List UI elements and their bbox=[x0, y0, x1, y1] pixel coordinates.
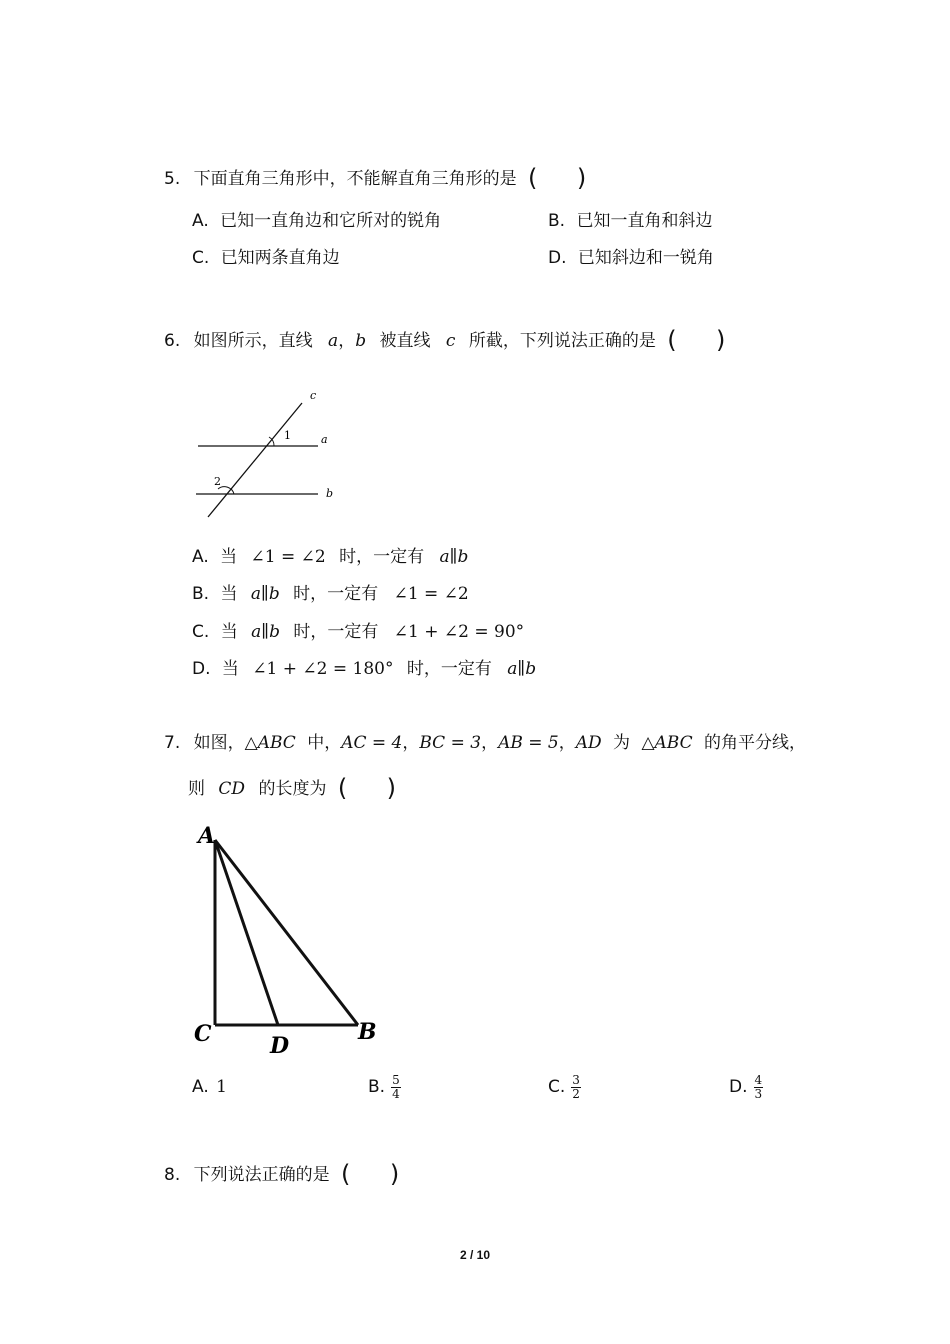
q7-option-d-den: 3 bbox=[754, 1086, 763, 1101]
q7-option-b-den: 4 bbox=[392, 1086, 400, 1101]
q6-option-c-m1: a∥b bbox=[251, 622, 280, 642]
vertex-b-label: B bbox=[358, 1019, 377, 1045]
q7-l1-p4: ， bbox=[481, 733, 499, 753]
q7-option-b-letter: B. bbox=[368, 1077, 386, 1097]
q6-option-b-t1: 当 bbox=[220, 584, 238, 604]
q7-option-c-den: 2 bbox=[572, 1086, 580, 1101]
q7-option-d-num: 4 bbox=[754, 1072, 763, 1087]
q7-option-b bbox=[368, 1068, 401, 1106]
q7-l1-m2: AC = 4 bbox=[341, 733, 403, 753]
q6-comma: ， bbox=[338, 331, 356, 351]
q5-option-b bbox=[548, 209, 712, 233]
q7-option-c bbox=[548, 1068, 581, 1106]
q7-l1-m6: △ABC bbox=[641, 733, 693, 753]
q6-var-c: c bbox=[445, 331, 456, 351]
q8-stem-line bbox=[164, 1162, 399, 1187]
q6-option-a bbox=[192, 545, 468, 569]
q7-option-d-letter: D. bbox=[729, 1077, 748, 1097]
q6-option-c-m2: ∠1 + ∠2 = 90° bbox=[393, 622, 525, 642]
q6-var-a: a bbox=[328, 331, 339, 351]
q5-option-b-letter: B. bbox=[548, 211, 566, 231]
q7-option-d-fraction bbox=[754, 1074, 764, 1101]
q7-option-c-fraction bbox=[571, 1074, 581, 1101]
q7-triangle-figure bbox=[190, 815, 390, 1065]
q7-l1-p3: ， bbox=[402, 733, 420, 753]
bisector-ad bbox=[215, 840, 278, 1025]
q6-option-b-t2: 时，一定有 bbox=[293, 584, 379, 604]
page-number: 2 / 10 bbox=[459, 1248, 491, 1262]
q7-option-b-num: 5 bbox=[392, 1072, 400, 1087]
q6-stem-prefix: 如图所示，直线 bbox=[193, 331, 313, 351]
q6-stem-line bbox=[164, 328, 725, 353]
q7-l2-p1: 则 bbox=[188, 779, 205, 799]
q7-l1-p5: ， bbox=[558, 733, 576, 753]
q5-paren-close: ) bbox=[576, 164, 587, 192]
q6-option-d-letter: D. bbox=[192, 659, 211, 679]
label-b: b bbox=[326, 487, 334, 500]
q6-option-a-letter: A. bbox=[192, 547, 209, 567]
q8-number: 8. bbox=[164, 1165, 181, 1185]
q5-option-c-letter: C. bbox=[192, 248, 210, 268]
vertex-a-label: A bbox=[198, 823, 216, 849]
q7-l2-m1: CD bbox=[218, 779, 246, 799]
q7-l1-p2: 中， bbox=[307, 733, 342, 753]
q5-stem: 下面直角三角形中，不能解直角三角形的是 bbox=[193, 169, 517, 189]
line-c bbox=[208, 403, 302, 517]
angle-1-label: 1 bbox=[284, 429, 291, 442]
q6-option-c-t2: 时，一定有 bbox=[293, 622, 379, 642]
q6-option-a-t2: 时，一定有 bbox=[339, 547, 425, 567]
q7-number: 7. bbox=[164, 733, 181, 753]
q5-option-c-text: 已知两条直角边 bbox=[220, 248, 340, 268]
q6-option-b bbox=[192, 582, 469, 606]
q6-option-d bbox=[192, 657, 536, 681]
q6-option-c bbox=[192, 620, 524, 644]
q7-l1-m3: BC = 3 bbox=[419, 733, 482, 753]
q7-l1-m5: AD bbox=[575, 733, 602, 753]
q5-paren-open: ( bbox=[528, 164, 538, 192]
angle-2-label: 2 bbox=[214, 475, 221, 488]
q8-paren-close: ) bbox=[389, 1160, 400, 1188]
q6-paren-close: ) bbox=[716, 326, 726, 354]
q7-option-d bbox=[729, 1068, 763, 1106]
q7-option-c-num: 3 bbox=[572, 1072, 580, 1087]
q6-number: 6. bbox=[164, 331, 181, 351]
q7-l2-p2: 的长度为 bbox=[258, 779, 327, 799]
q5-option-d-letter: D. bbox=[548, 248, 567, 268]
q6-option-c-t1: 当 bbox=[220, 622, 238, 642]
label-c: c bbox=[310, 389, 317, 402]
point-d-label: D bbox=[270, 1033, 290, 1059]
q6-option-d-m1: ∠1 + ∠2 = 180° bbox=[252, 659, 394, 679]
q6-option-a-m1: ∠1 = ∠2 bbox=[250, 547, 326, 567]
q5-option-a-text: 已知一直角边和它所对的锐角 bbox=[220, 211, 442, 231]
q6-option-d-t1: 当 bbox=[221, 659, 239, 679]
side-ab bbox=[215, 840, 358, 1025]
q6-parallel-lines-figure bbox=[190, 385, 350, 525]
q7-option-c-letter: C. bbox=[548, 1077, 566, 1097]
vertex-c-label: C bbox=[194, 1021, 212, 1047]
q5-option-a bbox=[192, 209, 441, 233]
q5-number: 5. bbox=[164, 169, 181, 189]
q7-paren-close: ) bbox=[386, 774, 397, 802]
q5-option-d-text: 已知斜边和一锐角 bbox=[577, 248, 714, 268]
q7-stem-line1 bbox=[164, 731, 806, 755]
q5-option-a-letter: A. bbox=[192, 211, 209, 231]
q6-option-b-letter: B. bbox=[192, 584, 210, 604]
q6-option-c-letter: C. bbox=[192, 622, 210, 642]
q7-l1-m1: △ABC bbox=[244, 733, 296, 753]
label-a: a bbox=[321, 433, 328, 446]
q5-option-c bbox=[192, 246, 340, 270]
q6-option-d-m2: a∥b bbox=[507, 659, 537, 679]
q6-paren-open: ( bbox=[667, 326, 677, 354]
q7-l1-m4: AB = 5 bbox=[498, 733, 559, 753]
q6-stem-suffix: 所截，下列说法正确的是 bbox=[468, 331, 656, 351]
q6-var-b: b bbox=[355, 331, 367, 351]
q6-option-a-t1: 当 bbox=[220, 547, 238, 567]
q8-stem: 下列说法正确的是 bbox=[193, 1165, 330, 1185]
q7-option-b-fraction bbox=[391, 1074, 401, 1101]
q6-option-b-m1: a∥b bbox=[250, 584, 280, 604]
q5-stem-line bbox=[164, 166, 586, 191]
q7-l1-p7: 的角平分线， bbox=[704, 733, 807, 753]
q7-l1-p6: 为 bbox=[613, 733, 631, 753]
q6-option-d-t2: 时，一定有 bbox=[406, 659, 492, 679]
q5-option-b-text: 已知一直角和斜边 bbox=[576, 211, 713, 231]
q7-option-a-value: 1 bbox=[216, 1077, 227, 1097]
q7-paren-open: ( bbox=[337, 774, 348, 802]
q7-option-a-letter: A. bbox=[192, 1077, 209, 1097]
q8-paren-open: ( bbox=[341, 1160, 351, 1188]
q7-option-a bbox=[192, 1075, 227, 1099]
q6-option-b-m2: ∠1 = ∠2 bbox=[393, 584, 469, 604]
q5-option-d bbox=[548, 246, 714, 270]
q7-stem-line2 bbox=[188, 776, 396, 801]
q7-l1-p1: 如图， bbox=[193, 733, 245, 753]
q6-stem-mid: 被直线 bbox=[379, 331, 431, 351]
q6-option-a-m2: a∥b bbox=[439, 547, 469, 567]
